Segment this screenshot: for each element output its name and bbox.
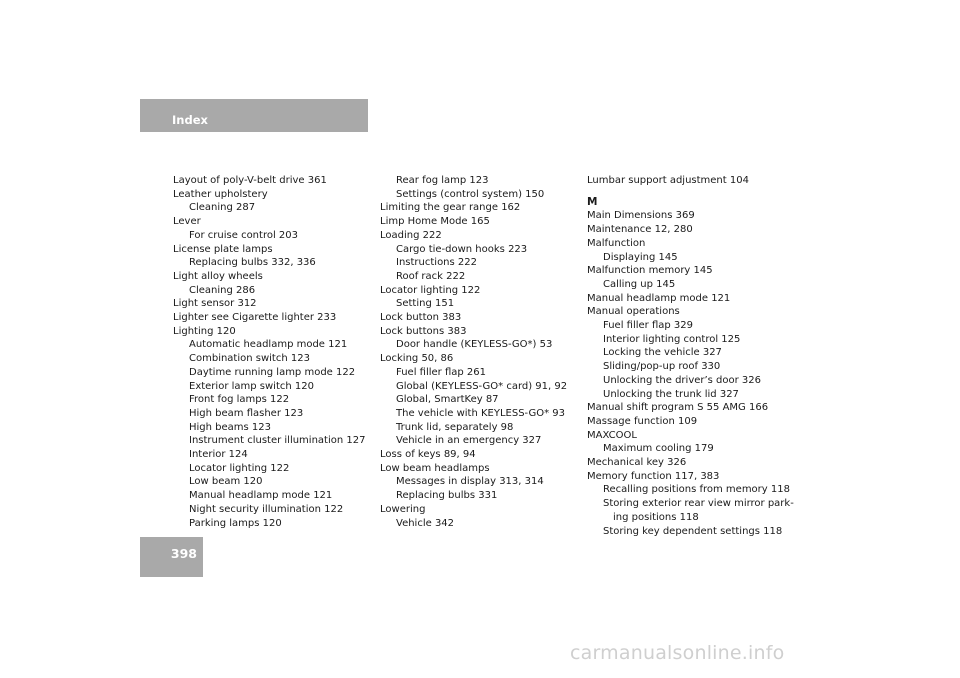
index-subentry: Displaying 145 — [603, 251, 678, 263]
index-subentry: Storing key dependent settings 118 — [603, 525, 783, 537]
index-entry: Loss of keys 89, 94 — [380, 449, 476, 461]
index-subentry: High beam flasher 123 — [189, 407, 304, 419]
index-subentry: Trunk lid, separately 98 — [396, 421, 514, 433]
index-entry: Main Dimensions 369 — [587, 210, 695, 222]
index-subentry: Cleaning 286 — [189, 284, 256, 296]
index-subentry: Global (KEYLESS-GO* card) 91, 92 — [396, 380, 568, 392]
index-subentry: ing positions 118 — [613, 511, 699, 523]
index-subentry: The vehicle with KEYLESS-GO* 93 — [396, 407, 566, 419]
index-entry: Manual headlamp mode 121 — [587, 292, 731, 304]
index-entry: Mechanical key 326 — [587, 457, 687, 469]
index-subentry: Night security illumination 122 — [189, 503, 344, 515]
index-subentry: Unlocking the driver’s door 326 — [603, 374, 762, 386]
index-entry: Lowering — [380, 503, 426, 515]
index-subentry: Rear fog lamp 123 — [396, 175, 489, 186]
index-subentry: Low beam 120 — [189, 476, 263, 488]
index-column-2 — [380, 174, 567, 530]
index-entry: Lock button 383 — [380, 312, 462, 324]
index-subentry: Instrument cluster illumination 127 — [189, 435, 366, 447]
index-subentry: Daytime running lamp mode 122 — [189, 366, 356, 378]
index-entry: Low beam headlamps — [380, 462, 490, 474]
index-subentry: Automatic headlamp mode 121 — [189, 339, 348, 351]
index-entry: Lumbar support adjustment 104 — [587, 175, 749, 186]
index-subentry: Settings (control system) 150 — [396, 188, 545, 200]
index-entry: Manual operations — [587, 306, 680, 318]
index-subentry: Vehicle in an emergency 327 — [396, 435, 542, 447]
index-subentry: For cruise control 203 — [189, 229, 298, 241]
index-subentry: Vehicle 342 — [396, 517, 455, 529]
index-subentry: Setting 151 — [396, 298, 455, 310]
index-subentry: Unlocking the trunk lid 327 — [603, 388, 739, 400]
index-entry: Limiting the gear range 162 — [380, 202, 521, 214]
index-entry: Leather upholstery — [173, 188, 268, 200]
index-entry: Locator lighting 122 — [380, 284, 481, 296]
index-entry: Lever — [173, 216, 201, 228]
index-subentry: Sliding/pop-up roof 330 — [603, 361, 721, 373]
index-entry: Light sensor 312 — [173, 298, 257, 310]
index-subentry: Global, SmartKey 87 — [396, 394, 499, 406]
index-subentry: Instructions 222 — [396, 257, 477, 269]
index-subentry: Fuel filler flap 261 — [396, 366, 486, 378]
index-subentry: Combination switch 123 — [189, 353, 310, 365]
index-subentry: Recalling positions from memory 118 — [603, 484, 790, 496]
index-subentry: Front fog lamps 122 — [189, 394, 290, 406]
index-entry: License plate lamps — [173, 243, 273, 255]
index-subentry: Interior lighting control 125 — [603, 333, 741, 345]
index-subentry: Storing exterior rear view mirror park- — [603, 498, 794, 510]
index-subentry: Replacing bulbs 332, 336 — [189, 257, 316, 269]
index-subentry: Locking the vehicle 327 — [603, 347, 722, 359]
index-entry: Lighting 120 — [173, 325, 236, 337]
index-subentry: Calling up 145 — [603, 278, 676, 290]
index-entry: Massage function 109 — [587, 415, 698, 427]
index-entry: Limp Home Mode 165 — [380, 216, 490, 228]
index-subentry: Interior 124 — [189, 449, 248, 461]
index-entry: Memory function 117, 383 — [587, 470, 720, 482]
index-subentry: Replacing bulbs 331 — [396, 490, 498, 502]
index-entry: Manual shift program S 55 AMG 166 — [587, 402, 769, 414]
index-subentry: Locator lighting 122 — [189, 462, 290, 474]
index-entry: MAXCOOL — [587, 429, 637, 441]
index-entry: Lighter see Cigarette lighter 233 — [173, 312, 337, 324]
index-subentry: Door handle (KEYLESS-GO*) 53 — [396, 339, 553, 351]
index-column-1 — [173, 174, 365, 530]
index-subentry: Roof rack 222 — [396, 270, 466, 282]
index-subentry: Fuel filler flap 329 — [603, 320, 693, 332]
index-subentry: Messages in display 313, 314 — [396, 476, 544, 488]
index-entry: Malfunction — [587, 237, 646, 249]
index-entry: Malfunction memory 145 — [587, 265, 713, 277]
index-letter-heading: M — [587, 195, 598, 208]
page-number-box — [140, 537, 203, 577]
index-subentry: Parking lamps 120 — [189, 517, 282, 529]
index-subentry: Cleaning 287 — [189, 202, 256, 214]
header-bar — [140, 99, 368, 132]
section-title: Index — [172, 113, 208, 127]
index-entry: Light alloy wheels — [173, 270, 263, 282]
index-column-3 — [587, 174, 794, 538]
index-entry: Maintenance 12, 280 — [587, 224, 693, 236]
index-subentry: Cargo tie-down hooks 223 — [396, 243, 528, 255]
page-number: 398 — [170, 546, 197, 561]
index-entry: Lock buttons 383 — [380, 325, 467, 337]
index-subentry: Manual headlamp mode 121 — [189, 490, 333, 502]
index-subentry: Maximum cooling 179 — [603, 443, 714, 455]
watermark: carmanualsonline.info — [570, 642, 785, 664]
index-subentry: Exterior lamp switch 120 — [189, 380, 314, 392]
index-entry: Locking 50, 86 — [380, 353, 454, 365]
index-entry: Layout of poly-V-belt drive 361 — [173, 175, 327, 186]
index-subentry: High beams 123 — [189, 421, 272, 433]
index-entry: Loading 222 — [380, 229, 442, 241]
